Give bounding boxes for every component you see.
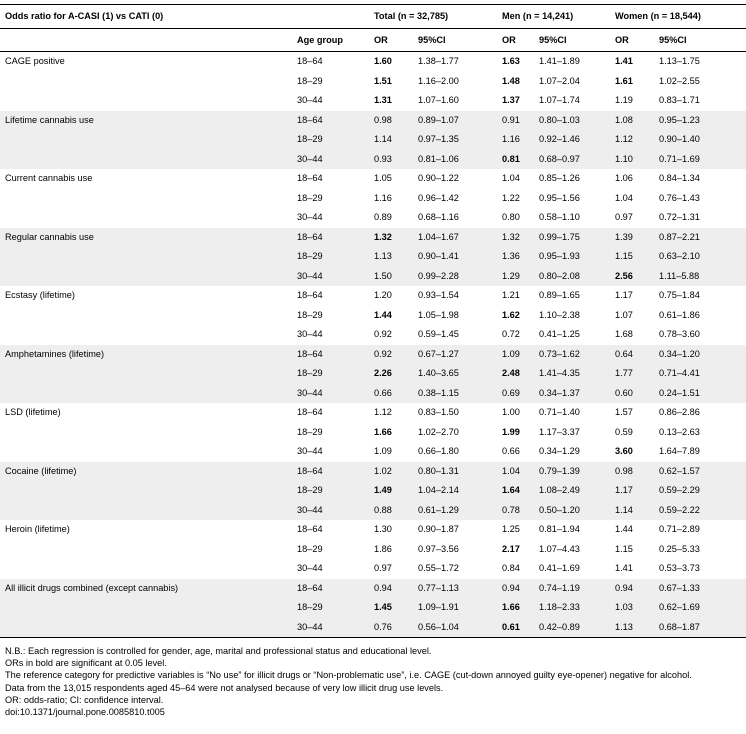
men-or: 1.16 [497, 130, 534, 150]
table-row [0, 150, 746, 170]
table-row [0, 345, 746, 365]
men-ci: 0.85–1.26 [539, 173, 580, 183]
total-or: 1.02 [369, 462, 413, 482]
group-women: Women (n = 18,544) [610, 5, 746, 29]
table-row [0, 618, 746, 638]
men-or: 0.61 [497, 618, 534, 638]
age-group: 30–44 [297, 212, 323, 222]
women-or: 1.68 [615, 329, 633, 339]
total-or: 1.51 [374, 75, 392, 86]
women-or: 1.17 [615, 290, 633, 300]
women-ci: 0.63–2.10 [654, 247, 746, 267]
age-group: 18–29 [297, 192, 323, 203]
total-or: 1.60 [374, 56, 392, 66]
total-or: 0.89 [374, 212, 392, 222]
total-ci: 1.02–2.70 [418, 426, 459, 437]
men-ci: 1.07–1.74 [539, 95, 580, 105]
women-or: 1.08 [610, 111, 654, 131]
table-row [0, 559, 746, 579]
women-or: 1.12 [610, 130, 654, 150]
women-ci: 0.78–3.60 [659, 329, 700, 339]
row-label: Regular cannabis use [0, 228, 292, 248]
row-label [0, 481, 292, 501]
row-label: Heroin (lifetime) [5, 524, 70, 534]
row-label [0, 559, 292, 579]
header-ci-women: 95%CI [654, 29, 746, 52]
age-group: 18–64 [297, 173, 323, 183]
age-group: 18–64 [297, 56, 323, 66]
men-ci: 0.34–1.29 [539, 446, 580, 456]
men-or: 0.78 [497, 501, 534, 521]
table-row [0, 228, 746, 248]
age-group: 30–44 [297, 446, 323, 456]
total-ci: 0.56–1.04 [413, 618, 497, 638]
men-or: 1.36 [497, 247, 534, 267]
men-ci: 1.07–4.43 [539, 543, 580, 554]
age-group: 18–29 [292, 130, 369, 150]
women-or: 0.64 [610, 345, 654, 365]
women-ci: 0.61–1.86 [659, 309, 700, 320]
row-label [0, 72, 292, 92]
total-or: 1.50 [369, 267, 413, 287]
women-ci: 0.34–1.20 [654, 345, 746, 365]
men-or: 0.91 [497, 111, 534, 131]
women-ci: 0.59–2.22 [654, 501, 746, 521]
women-or: 1.77 [610, 364, 654, 384]
men-ci: 0.95–1.93 [534, 247, 610, 267]
row-label: LSD (lifetime) [5, 407, 61, 417]
women-ci: 0.84–1.34 [659, 173, 700, 183]
total-ci: 0.89–1.07 [413, 111, 497, 131]
men-or: 0.81 [497, 150, 534, 170]
total-ci: 0.55–1.72 [418, 563, 459, 573]
age-group: 18–64 [292, 345, 369, 365]
men-ci: 0.41–1.25 [539, 329, 580, 339]
table-row [0, 306, 746, 326]
women-ci: 0.24–1.51 [654, 384, 746, 404]
table-row [0, 52, 746, 72]
row-label [0, 423, 292, 443]
men-or: 0.94 [497, 579, 534, 599]
row-label [0, 130, 292, 150]
total-or: 1.30 [374, 524, 392, 534]
total-or: 1.32 [369, 228, 413, 248]
total-or: 1.66 [374, 426, 392, 437]
age-group: 18–29 [297, 543, 323, 554]
table-row [0, 598, 746, 618]
men-or: 1.09 [497, 345, 534, 365]
row-label: Cocaine (lifetime) [0, 462, 292, 482]
table-row [0, 91, 746, 111]
age-group: 18–29 [292, 481, 369, 501]
age-group: 18–64 [292, 111, 369, 131]
total-ci: 0.81–1.06 [413, 150, 497, 170]
total-ci: 0.61–1.29 [413, 501, 497, 521]
row-label: Ecstasy (lifetime) [5, 290, 75, 300]
women-or: 1.19 [615, 95, 633, 105]
women-or: 1.61 [615, 75, 633, 86]
total-or: 0.97 [374, 563, 392, 573]
total-ci: 0.38–1.15 [413, 384, 497, 404]
row-label [0, 306, 292, 326]
table-row [0, 364, 746, 384]
men-or: 1.48 [502, 75, 520, 86]
women-or: 0.98 [610, 462, 654, 482]
men-ci: 0.95–1.56 [539, 192, 580, 203]
age-group: 30–44 [292, 501, 369, 521]
row-label [0, 501, 292, 521]
women-ci: 0.71–4.41 [654, 364, 746, 384]
row-label: Amphetamines (lifetime) [0, 345, 292, 365]
header-or-women: OR [610, 29, 654, 52]
table-row [0, 247, 746, 267]
table-row [0, 540, 746, 560]
age-group: 18–29 [292, 247, 369, 267]
table-row [0, 442, 746, 462]
total-or: 1.44 [374, 309, 392, 320]
header-row-groups [0, 5, 746, 29]
total-ci: 1.07–1.60 [418, 95, 459, 105]
women-or: 1.04 [615, 192, 633, 203]
row-label [0, 91, 292, 111]
men-or: 1.62 [502, 309, 520, 320]
women-or: 1.14 [610, 501, 654, 521]
women-ci: 0.13–2.63 [659, 426, 700, 437]
table-row [0, 520, 746, 540]
men-or: 1.22 [502, 192, 520, 203]
total-ci: 1.16–2.00 [418, 75, 459, 86]
row-label [0, 384, 292, 404]
total-ci: 0.99–2.28 [413, 267, 497, 287]
total-or: 1.20 [374, 290, 392, 300]
men-or: 1.25 [502, 524, 520, 534]
men-or: 0.80 [502, 212, 520, 222]
table-row [0, 423, 746, 443]
age-group: 18–64 [292, 579, 369, 599]
men-ci: 1.17–3.37 [539, 426, 580, 437]
women-ci: 0.76–1.43 [659, 192, 700, 203]
total-or: 1.12 [374, 407, 392, 417]
total-or: 0.92 [374, 329, 392, 339]
age-group: 30–44 [292, 618, 369, 638]
age-group: 18–64 [292, 228, 369, 248]
men-ci: 0.42–0.89 [534, 618, 610, 638]
table-row [0, 72, 746, 92]
women-ci: 0.71–2.89 [659, 524, 700, 534]
men-ci: 0.58–1.10 [539, 212, 580, 222]
men-or: 1.00 [502, 407, 520, 417]
footnote: Data from the 13,015 respondents aged 45–64 were not analysed because of very low illicit drug use levels. [5, 682, 444, 693]
men-or: 1.04 [497, 462, 534, 482]
table-row [0, 579, 746, 599]
women-or: 3.60 [615, 446, 633, 456]
total-ci: 0.96–1.42 [418, 192, 459, 203]
women-or: 1.13 [610, 618, 654, 638]
women-ci: 0.87–2.21 [654, 228, 746, 248]
total-ci: 0.59–1.45 [418, 329, 459, 339]
header-row-columns [0, 29, 746, 52]
men-ci: 1.41–4.35 [534, 364, 610, 384]
women-or: 1.15 [615, 543, 633, 554]
header-spacer [292, 5, 369, 29]
total-ci: 0.90–1.22 [418, 173, 459, 183]
age-group: 18–29 [297, 309, 323, 320]
total-or: 0.76 [369, 618, 413, 638]
women-ci: 1.11–5.88 [654, 267, 746, 287]
men-ci: 0.92–1.46 [534, 130, 610, 150]
men-ci: 1.10–2.38 [539, 309, 580, 320]
women-or: 1.41 [615, 56, 633, 66]
row-label [0, 598, 292, 618]
women-ci: 1.64–7.89 [659, 446, 700, 456]
total-ci: 0.77–1.13 [413, 579, 497, 599]
men-ci: 0.99–1.75 [534, 228, 610, 248]
table-row [0, 481, 746, 501]
header-ci-men: 95%CI [534, 29, 610, 52]
table-row [0, 169, 746, 189]
women-ci: 0.68–1.87 [654, 618, 746, 638]
total-or: 2.26 [369, 364, 413, 384]
age-group: 18–29 [292, 598, 369, 618]
women-or: 0.60 [610, 384, 654, 404]
age-group: 30–44 [292, 384, 369, 404]
total-ci: 1.05–1.98 [418, 309, 459, 320]
women-or: 1.39 [610, 228, 654, 248]
row-label [0, 208, 292, 228]
age-group: 30–44 [292, 150, 369, 170]
age-group: 18–29 [292, 364, 369, 384]
women-ci: 0.75–1.84 [659, 290, 700, 300]
men-or: 0.84 [502, 563, 520, 573]
table-row [0, 501, 746, 521]
footnote: N.B.: Each regression is controlled for gender, age, marital and professional status and educational level. [5, 646, 432, 656]
age-group: 18–64 [292, 462, 369, 482]
row-label [0, 618, 292, 638]
table-row [0, 189, 746, 209]
total-or: 0.92 [369, 345, 413, 365]
row-label: CAGE positive [5, 56, 65, 66]
age-group: 30–44 [297, 563, 323, 573]
total-ci: 0.67–1.27 [413, 345, 497, 365]
men-ci: 1.08–2.49 [534, 481, 610, 501]
women-ci: 0.95–1.23 [654, 111, 746, 131]
age-group: 30–44 [297, 329, 323, 339]
total-or: 1.05 [374, 173, 392, 183]
table-row [0, 111, 746, 131]
table-footnotes [0, 638, 746, 718]
age-group: 18–29 [297, 426, 323, 437]
men-ci: 0.68–0.97 [534, 150, 610, 170]
total-or: 0.98 [369, 111, 413, 131]
row-label [0, 540, 292, 560]
table-body [0, 52, 746, 638]
odds-ratio-table [0, 4, 746, 638]
row-label [0, 442, 292, 462]
women-ci: 0.83–1.71 [659, 95, 700, 105]
women-ci: 1.13–1.75 [659, 56, 700, 66]
table-title: Odds ratio for A-CASI (1) vs CATI (0) [0, 5, 292, 29]
total-or: 1.31 [374, 95, 392, 105]
men-or: 0.72 [502, 329, 520, 339]
header-ci-total: 95%CI [413, 29, 497, 52]
women-ci: 0.62–1.69 [654, 598, 746, 618]
table-row [0, 403, 746, 423]
women-ci: 0.86–2.86 [659, 407, 700, 417]
total-ci: 1.09–1.91 [413, 598, 497, 618]
women-or: 2.56 [610, 267, 654, 287]
total-or: 0.88 [369, 501, 413, 521]
total-ci: 0.68–1.16 [418, 212, 459, 222]
women-or: 1.41 [615, 563, 633, 573]
row-label [0, 150, 292, 170]
men-or: 1.63 [502, 56, 520, 66]
women-or: 1.15 [610, 247, 654, 267]
age-group: 18–29 [297, 75, 323, 86]
women-ci: 0.72–1.31 [659, 212, 700, 222]
row-label [0, 247, 292, 267]
women-or: 1.17 [610, 481, 654, 501]
men-ci: 0.80–1.03 [534, 111, 610, 131]
row-label [0, 267, 292, 287]
women-or: 1.07 [615, 309, 633, 320]
men-ci: 1.18–2.33 [534, 598, 610, 618]
total-or: 1.49 [369, 481, 413, 501]
table-row [0, 325, 746, 345]
total-ci: 0.83–1.50 [418, 407, 459, 417]
group-men: Men (n = 14,241) [497, 5, 610, 29]
table-row [0, 208, 746, 228]
header-blank [0, 29, 292, 52]
women-ci: 0.67–1.33 [654, 579, 746, 599]
women-ci: 0.25–5.33 [659, 543, 700, 554]
men-ci: 0.41–1.69 [539, 563, 580, 573]
header-or-men: OR [497, 29, 534, 52]
table-row [0, 286, 746, 306]
men-ci: 0.81–1.94 [539, 524, 580, 534]
men-or: 1.21 [502, 290, 520, 300]
age-group: 30–44 [292, 267, 369, 287]
men-or: 0.66 [502, 446, 520, 456]
total-or: 1.86 [374, 543, 392, 554]
men-or: 1.04 [502, 173, 520, 183]
total-or: 0.93 [369, 150, 413, 170]
header-age-group: Age group [292, 29, 369, 52]
women-ci: 0.59–2.29 [654, 481, 746, 501]
row-label [0, 325, 292, 345]
men-or: 1.37 [502, 95, 520, 105]
total-ci: 0.90–1.41 [413, 247, 497, 267]
age-group: 18–64 [297, 290, 323, 300]
footnote: The reference category for predictive variables is “No use” for illicit drugs or “Non-problematic use”, i.e. CAGE (cut-down annoyed guilty eye-opener) negative for alcohol. [5, 670, 692, 681]
footnote: doi:10.1371/journal.pone.0085810.t005 [5, 707, 165, 718]
men-ci: 0.34–1.37 [534, 384, 610, 404]
age-group: 18–64 [297, 524, 323, 534]
total-or: 1.16 [374, 192, 392, 203]
men-or: 1.66 [497, 598, 534, 618]
women-or: 1.10 [610, 150, 654, 170]
table-row [0, 384, 746, 404]
men-or: 1.99 [502, 426, 520, 437]
total-ci: 0.66–1.80 [418, 446, 459, 456]
women-ci: 0.71–1.69 [654, 150, 746, 170]
women-ci: 0.90–1.40 [654, 130, 746, 150]
women-or: 0.59 [615, 426, 633, 437]
women-or: 1.06 [615, 173, 633, 183]
row-label [0, 189, 292, 209]
total-ci: 1.38–1.77 [418, 56, 459, 66]
group-total: Total (n = 32,785) [369, 5, 497, 29]
total-ci: 1.04–2.14 [413, 481, 497, 501]
women-ci: 0.53–3.73 [659, 563, 700, 573]
total-ci: 0.80–1.31 [413, 462, 497, 482]
men-or: 0.69 [497, 384, 534, 404]
men-ci: 0.89–1.65 [539, 290, 580, 300]
total-or: 1.45 [369, 598, 413, 618]
header-or-total: OR [369, 29, 413, 52]
women-or: 1.57 [615, 407, 633, 417]
women-or: 0.94 [610, 579, 654, 599]
row-label: Lifetime cannabis use [0, 111, 292, 131]
men-ci: 0.73–1.62 [534, 345, 610, 365]
men-ci: 0.79–1.39 [534, 462, 610, 482]
women-or: 0.97 [615, 212, 633, 222]
total-or: 1.13 [369, 247, 413, 267]
men-ci: 0.71–1.40 [539, 407, 580, 417]
women-ci: 0.62–1.57 [654, 462, 746, 482]
total-ci: 0.97–1.35 [413, 130, 497, 150]
men-ci: 1.41–1.89 [539, 56, 580, 66]
men-ci: 0.74–1.19 [534, 579, 610, 599]
men-or: 1.64 [497, 481, 534, 501]
footnote: ORs in bold are significant at 0.05 level. [5, 658, 167, 669]
row-label: Current cannabis use [5, 173, 93, 183]
total-or: 0.94 [369, 579, 413, 599]
men-ci: 0.80–2.08 [534, 267, 610, 287]
total-ci: 1.04–1.67 [413, 228, 497, 248]
total-ci: 0.97–3.56 [418, 543, 459, 554]
women-or: 1.44 [615, 524, 633, 534]
table-row [0, 130, 746, 150]
men-or: 1.32 [497, 228, 534, 248]
men-ci: 1.07–2.04 [539, 75, 580, 86]
total-ci: 1.40–3.65 [413, 364, 497, 384]
total-ci: 0.90–1.87 [418, 524, 459, 534]
total-or: 0.66 [369, 384, 413, 404]
men-or: 2.48 [497, 364, 534, 384]
women-ci: 1.02–2.55 [659, 75, 700, 86]
row-label: All illicit drugs combined (except cannabis) [0, 579, 292, 599]
men-ci: 0.50–1.20 [534, 501, 610, 521]
women-or: 1.03 [610, 598, 654, 618]
age-group: 30–44 [297, 95, 323, 105]
men-or: 2.17 [502, 543, 520, 554]
total-ci: 0.93–1.54 [418, 290, 459, 300]
table-row [0, 267, 746, 287]
total-or: 1.14 [369, 130, 413, 150]
footnote: OR: odds-ratio; CI: confidence interval. [5, 694, 164, 705]
age-group: 18–64 [297, 407, 323, 417]
table-row [0, 462, 746, 482]
total-or: 1.09 [374, 446, 392, 456]
men-or: 1.29 [497, 267, 534, 287]
row-label [0, 364, 292, 384]
